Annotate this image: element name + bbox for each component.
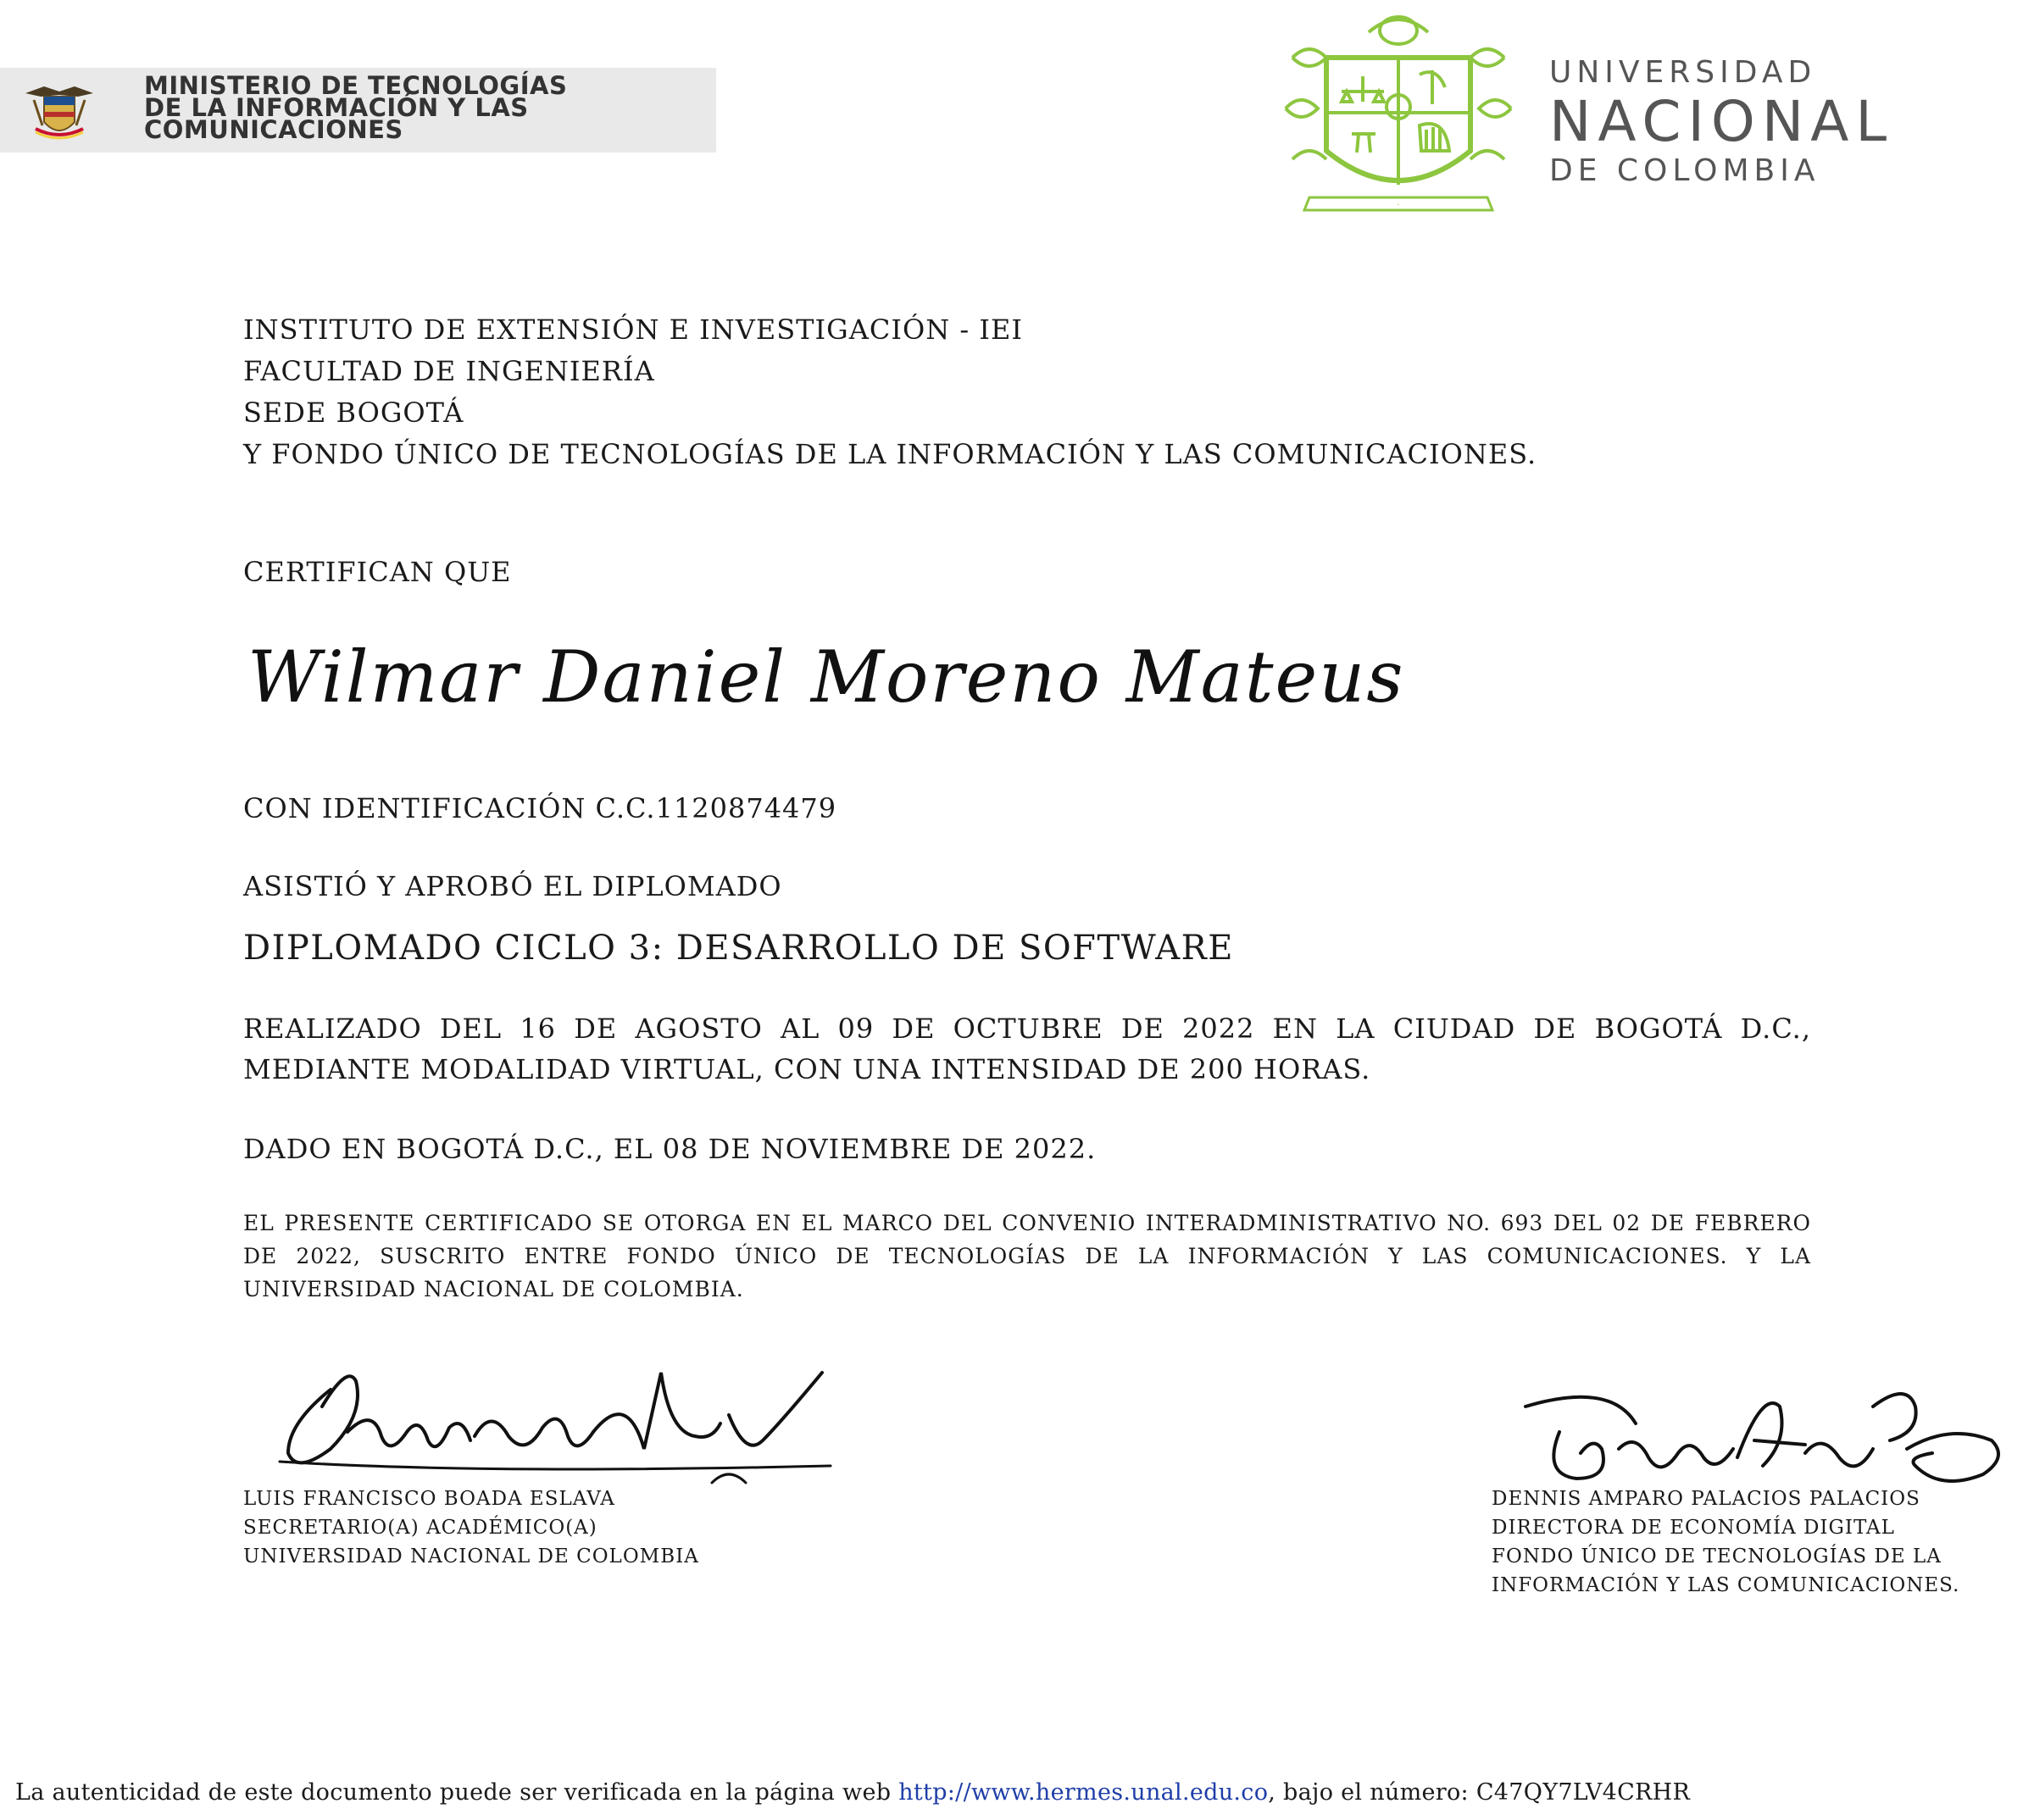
signature-palacios-image (1509, 1373, 2017, 1491)
signer-organization: INFORMACIÓN Y LAS COMUNICACIONES. (1492, 1574, 1960, 1596)
attended-text: ASISTIÓ Y APROBÓ EL DIPLOMADO (243, 870, 782, 902)
verification-footer (15, 1779, 1690, 1806)
unal-shield-logo (1275, 7, 1521, 219)
given-date-text: DADO EN BOGOTÁ D.C., EL 08 DE NOVIEMBRE DE 2022. (243, 1133, 1097, 1165)
ministry-header (0, 68, 716, 153)
realized-text: REALIZADO DEL 16 DE AGOSTO AL 09 DE OCTUBRE DE 2022 EN LA CIUDAD DE BOGOTÁ D.C., MEDIANTE MODALIDAD VIRTUAL, CON UNA INTENSIDAD DE 200 HORAS. (243, 1013, 1811, 1085)
university-name-line2: NACIONAL (1549, 89, 1894, 154)
signer-boada (243, 1484, 699, 1571)
colombia-coat-of-arms-icon (19, 75, 100, 146)
recipient-name: Wilmar Daniel Moreno Mateus (247, 635, 1405, 719)
university-name (1549, 56, 1893, 188)
ministry-name-line: DE LA INFORMACIÓN Y LAS (144, 93, 529, 122)
issuer-line: FACULTAD DE INGENIERÍA (243, 355, 655, 387)
signer-organization: FONDO ÚNICO DE TECNOLOGÍAS DE LA (1492, 1545, 1942, 1568)
issuers-block (243, 309, 1537, 475)
footer-middle: , bajo el número: (1268, 1779, 1476, 1806)
signer-title: SECRETARIO(A) ACADÉMICO(A) (243, 1517, 597, 1539)
certify-text: CERTIFICAN QUE (243, 556, 512, 588)
signature-boada-image (271, 1356, 848, 1491)
ministry-name-line: COMUNICACIONES (144, 115, 403, 144)
issuer-line: SEDE BOGOTÁ (243, 397, 464, 429)
signer-organization: UNIVERSIDAD NACIONAL DE COLOMBIA (243, 1545, 699, 1568)
verification-link[interactable]: http://www.hermes.unal.edu.co (898, 1779, 1269, 1806)
signer-palacios (1492, 1484, 1959, 1600)
signer-name: LUIS FRANCISCO BOADA ESLAVA (243, 1488, 615, 1510)
university-name-line3: DE COLOMBIA (1549, 153, 1820, 188)
issuer-line: INSTITUTO DE EXTENSIÓN E INVESTIGACIÓN - IEI (243, 314, 1023, 346)
ministry-name-line: MINISTERIO DE TECNOLOGÍAS (144, 71, 568, 100)
issuer-line: Y FONDO ÚNICO DE TECNOLOGÍAS DE LA INFORMACIÓN Y LAS COMUNICACIONES. (243, 438, 1537, 470)
university-name-line1: UNIVERSIDAD (1549, 55, 1817, 90)
signer-name: DENNIS AMPARO PALACIOS PALACIOS (1492, 1488, 1920, 1510)
signer-title: DIRECTORA DE ECONOMÍA DIGITAL (1492, 1517, 1895, 1539)
verification-code: C47QY7LV4CRHR (1475, 1779, 1691, 1806)
svg-text:·: · (1397, 201, 1400, 210)
course-name: DIPLOMADO CICLO 3: DESARROLLO DE SOFTWARE (243, 929, 1234, 968)
ministry-name (144, 71, 568, 144)
footer-prefix: La autenticidad de este documento puede ser verificada en la página web (15, 1779, 899, 1806)
convenio-text: EL PRESENTE CERTIFICADO SE OTORGA EN EL MARCO DEL CONVENIO INTERADMINISTRATIVO NO. 693 DEL 02 DE FEBRERO DE 2022, SUSCRITO ENTRE FONDO ÚNICO DE TECNOLOGÍAS DE LA INFORMACIÓN Y LAS COMUNICACIONES. Y LA UNIVERSIDAD NACIONAL DE COLOMBIA. (243, 1211, 1811, 1301)
identification-text: CON IDENTIFICACIÓN C.C.1120874479 (243, 792, 837, 824)
